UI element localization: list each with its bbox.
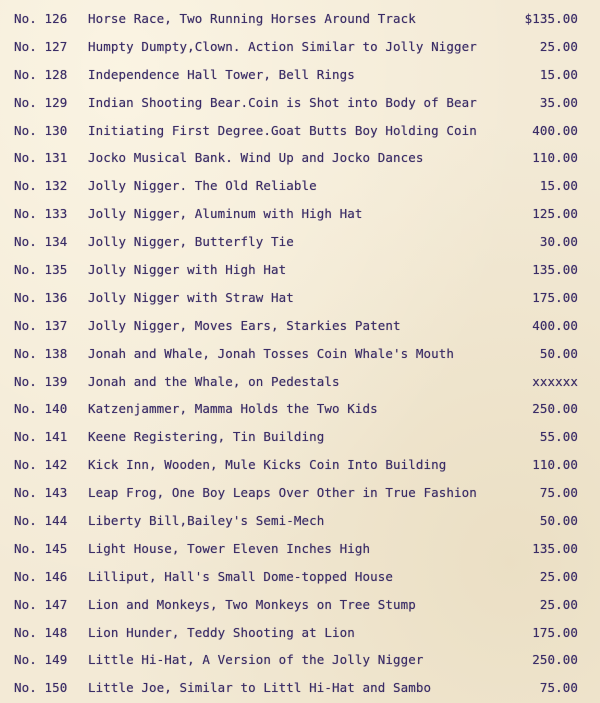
item-description: Jonah and the Whale, on Pedestals [88, 373, 340, 389]
item-description: Jolly Nigger with High Hat [88, 262, 287, 278]
item-description: Jolly Nigger, Moves Ears, Starkies Patent [88, 317, 401, 333]
item-number: No. 133 [14, 206, 68, 222]
item-price: 25.00 [539, 596, 578, 612]
list-item [0, 367, 600, 395]
item-description: Horse Race, Two Running Horses Around Track [88, 11, 416, 26]
item-number: No. 147 [14, 596, 68, 612]
item-number: No. 141 [14, 429, 68, 445]
item-number: No. 131 [14, 150, 68, 166]
item-number: No. 142 [14, 457, 68, 473]
item-number: No. 134 [14, 234, 68, 250]
list-item [0, 450, 600, 478]
item-description: Lion Hunder, Teddy Shooting at Lion [88, 624, 355, 640]
item-number: No. 137 [14, 317, 68, 333]
list-item [0, 562, 600, 590]
item-price: 55.00 [539, 429, 578, 445]
item-price: 175.00 [532, 289, 578, 305]
price-list [0, 4, 600, 701]
item-description: Humpty Dumpty,Clown. Action Similar to Jolly Nigger [88, 38, 477, 54]
item-price: 175.00 [532, 624, 578, 640]
item-number: No. 139 [14, 373, 68, 389]
item-description: Jolly Nigger with Straw Hat [88, 289, 294, 305]
item-number: No. 129 [14, 94, 68, 110]
list-item [0, 590, 600, 618]
item-price: 125.00 [532, 206, 578, 222]
item-price: xxxxxx [532, 373, 578, 389]
item-number: No. 128 [14, 66, 68, 82]
item-price: 110.00 [532, 150, 578, 166]
list-item [0, 60, 600, 88]
list-item [0, 534, 600, 562]
item-price: 135.00 [532, 262, 578, 278]
list-item [0, 32, 600, 60]
list-item [0, 478, 600, 506]
item-number: No. 138 [14, 345, 68, 361]
item-description: Lilliput, Hall's Small Dome-topped House [88, 568, 394, 584]
item-number: No. 136 [14, 289, 68, 305]
item-description: Jolly Nigger, Butterfly Tie [88, 234, 294, 250]
item-number: No. 149 [14, 652, 68, 668]
list-item [0, 645, 600, 673]
item-description: Keene Registering, Tin Building [88, 429, 325, 445]
item-price: 50.00 [539, 513, 578, 529]
item-description: Kick Inn, Wooden, Mule Kicks Coin Into Building [88, 457, 447, 473]
item-price: 135.00 [532, 540, 578, 556]
item-description: Leap Frog, One Boy Leaps Over Other in True Fashion [88, 485, 477, 501]
item-description: Initiating First Degree.Goat Butts Boy Holding Coin [88, 122, 477, 138]
item-number: No. 130 [14, 122, 68, 138]
list-item [0, 143, 600, 171]
item-description: Liberty Bill,Bailey's Semi-Mech [88, 513, 325, 529]
item-price: 25.00 [539, 568, 578, 584]
list-item [0, 116, 600, 144]
list-item [0, 4, 600, 32]
list-item [0, 88, 600, 116]
item-description: Independence Hall Tower, Bell Rings [88, 66, 355, 82]
item-number: No. 148 [14, 624, 68, 640]
item-price: 35.00 [539, 94, 578, 110]
item-description: Light House, Tower Eleven Inches High [88, 540, 371, 556]
item-number: No. 144 [14, 513, 68, 529]
item-price: 15.00 [539, 178, 578, 194]
list-item [0, 199, 600, 227]
item-price: 250.00 [532, 401, 578, 417]
item-price: 50.00 [539, 345, 578, 361]
item-description: Lion and Monkeys, Two Monkeys on Tree Stump [88, 596, 416, 612]
list-item [0, 283, 600, 311]
item-description: Jolly Nigger, Aluminum with High Hat [88, 206, 363, 222]
item-price: 400.00 [532, 317, 578, 333]
item-number: No. 127 [14, 38, 68, 54]
item-price: 75.00 [539, 485, 578, 501]
item-number: No. 145 [14, 540, 68, 556]
item-description: Little Hi-Hat, A Version of the Jolly Nigger [88, 652, 424, 668]
list-item [0, 422, 600, 450]
list-item [0, 339, 600, 367]
list-item [0, 618, 600, 646]
item-price: 110.00 [532, 457, 578, 473]
item-price: 30.00 [539, 234, 578, 250]
item-description: Jocko Musical Bank. Wind Up and Jocko Dances [88, 150, 424, 166]
list-item [0, 255, 600, 283]
item-price: 400.00 [532, 122, 578, 138]
list-item [0, 506, 600, 534]
list-item [0, 394, 600, 422]
list-item [0, 311, 600, 339]
item-number: No. 143 [14, 485, 68, 501]
item-description: Katzenjammer, Mamma Holds the Two Kids [88, 401, 378, 417]
item-price: 25.00 [539, 38, 578, 54]
item-description: Indian Shooting Bear.Coin is Shot into Body of Bear [88, 94, 477, 110]
item-description: Jonah and Whale, Jonah Tosses Coin Whale's Mouth [88, 345, 455, 361]
item-number: No. 135 [14, 262, 68, 278]
item-price: 15.00 [539, 66, 578, 82]
item-number: No. 132 [14, 178, 68, 194]
item-number: No. 150 [14, 680, 68, 696]
item-price: $135.00 [524, 11, 578, 26]
item-description: Little Joe, Similar to Littl Hi-Hat and Sambo [88, 680, 432, 696]
item-description: Jolly Nigger. The Old Reliable [88, 178, 317, 194]
list-item [0, 673, 600, 701]
list-item [0, 171, 600, 199]
list-item [0, 227, 600, 255]
item-price: 75.00 [539, 680, 578, 696]
item-price: 250.00 [532, 652, 578, 668]
item-number: No. 140 [14, 401, 68, 417]
item-number: No. 146 [14, 568, 68, 584]
item-number: No. 126 [14, 11, 68, 26]
